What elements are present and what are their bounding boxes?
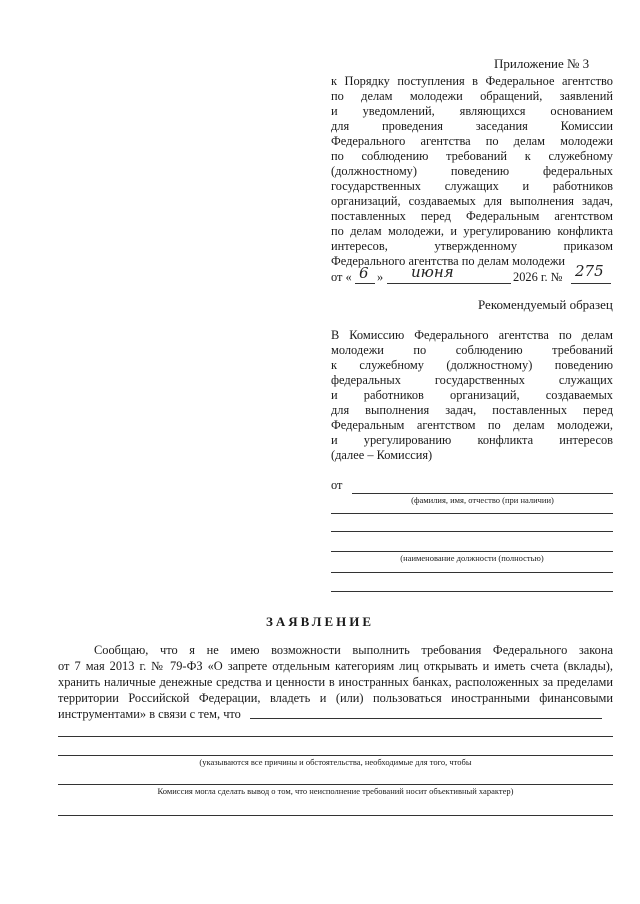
statement-line: инструментами» в связи с тем, что bbox=[58, 707, 241, 721]
appendix-number: Приложение № 3 bbox=[494, 56, 590, 71]
addressee-line: молодежи по соблюдению требований bbox=[331, 343, 613, 357]
addressee-line: и урегулированию конфликта интересов bbox=[331, 433, 613, 447]
fio-hint: (фамилия, имя, отчество (при наличии) bbox=[411, 495, 554, 505]
statement-line: от 7 мая 2013 г. № 79-ФЗ «О запрете отдельным категориям лиц открывать и иметь счета (вклады), bbox=[58, 659, 613, 673]
statement-line: Сообщаю, что я не имею возможности выполнить требования Федерального закона bbox=[94, 643, 613, 657]
statement-line: территории Российской Федерации, владеть и (или) пользоваться иностранными финансовыми bbox=[58, 691, 613, 705]
order-day: 6 bbox=[359, 264, 369, 282]
appendix-text bbox=[331, 74, 613, 269]
position-line bbox=[331, 551, 613, 552]
order-date-line bbox=[331, 262, 621, 284]
statement-line: хранить наличные денежные средства и ценности в иностранных банках, расположенных за пределами bbox=[58, 675, 613, 689]
statement-title: ЗАЯВЛЕНИЕ bbox=[265, 614, 375, 629]
fio-line-2 bbox=[331, 513, 613, 514]
reason-line-5 bbox=[58, 815, 613, 816]
order-year: 2026 г. № bbox=[513, 270, 563, 284]
addressee-line: к служебному (должностному) поведению bbox=[331, 358, 613, 372]
appendix-line: государственных служащих и работников bbox=[331, 179, 613, 193]
addressee-line: федеральных государственных служащих bbox=[331, 373, 613, 387]
appendix-line: организаций, создаваемых для выполнения задач, bbox=[331, 194, 613, 208]
appendix-line: и уведомлений, являющихся основанием bbox=[331, 104, 613, 118]
addressee-line: для выполнения задач, поставленных перед bbox=[331, 403, 613, 417]
from-label: от bbox=[331, 478, 343, 492]
order-number: 275 bbox=[575, 262, 604, 280]
reason-line-2 bbox=[58, 736, 613, 737]
order-prefix: от « bbox=[331, 270, 352, 284]
addressee-line: и работников организаций, создаваемых bbox=[331, 388, 613, 402]
position-hint: (наименование должности (полностью) bbox=[400, 553, 544, 563]
order-quote-close: » bbox=[377, 270, 384, 284]
appendix-line: поставленных перед Федеральным агентством bbox=[331, 209, 613, 223]
reason-hint-2: Комиссия могла сделать вывод о том, что неисполнение требований носит объективный характер) bbox=[157, 786, 514, 796]
appendix-line: по делам молодежи, и урегулированию конфликта bbox=[331, 224, 613, 238]
appendix-line: к Порядку поступления в Федеральное агентство bbox=[331, 74, 613, 88]
appendix-line: по делам молодежи обращений, заявлений bbox=[331, 89, 613, 103]
addressee-line: В Комиссию Федерального агентства по делам bbox=[331, 328, 613, 342]
order-month: июня bbox=[411, 263, 454, 281]
reason-line-3 bbox=[58, 755, 613, 756]
fio-line bbox=[352, 493, 613, 494]
appendix-line: для проведения заседания Комиссии bbox=[331, 119, 613, 133]
position-line-3 bbox=[331, 591, 613, 592]
reason-hint-1: (указываются все причины и обстоятельства, необходимые для того, чтобы bbox=[199, 757, 472, 767]
statement-body bbox=[58, 642, 613, 722]
appendix-line: Федерального агентства по делам молодежи bbox=[331, 134, 613, 148]
position-line-2 bbox=[331, 572, 613, 573]
reason-line-4 bbox=[58, 784, 613, 785]
appendix-line: (должностному) поведению федеральных bbox=[331, 164, 613, 178]
sample-label: Рекомендуемый образец bbox=[478, 297, 613, 312]
appendix-line: интересов, утвержденному приказом bbox=[331, 239, 613, 253]
appendix-line: Федерального агентства по делам молодежи bbox=[331, 254, 566, 268]
addressee-block bbox=[331, 328, 613, 463]
fio-line-3 bbox=[331, 531, 613, 532]
reason-line-1 bbox=[250, 718, 602, 719]
addressee-line: Федеральным агентством по делам молодежи, bbox=[331, 418, 613, 432]
addressee-line: (далее – Комиссия) bbox=[331, 448, 433, 462]
appendix-line: по соблюдению требований к служебному bbox=[331, 149, 613, 163]
